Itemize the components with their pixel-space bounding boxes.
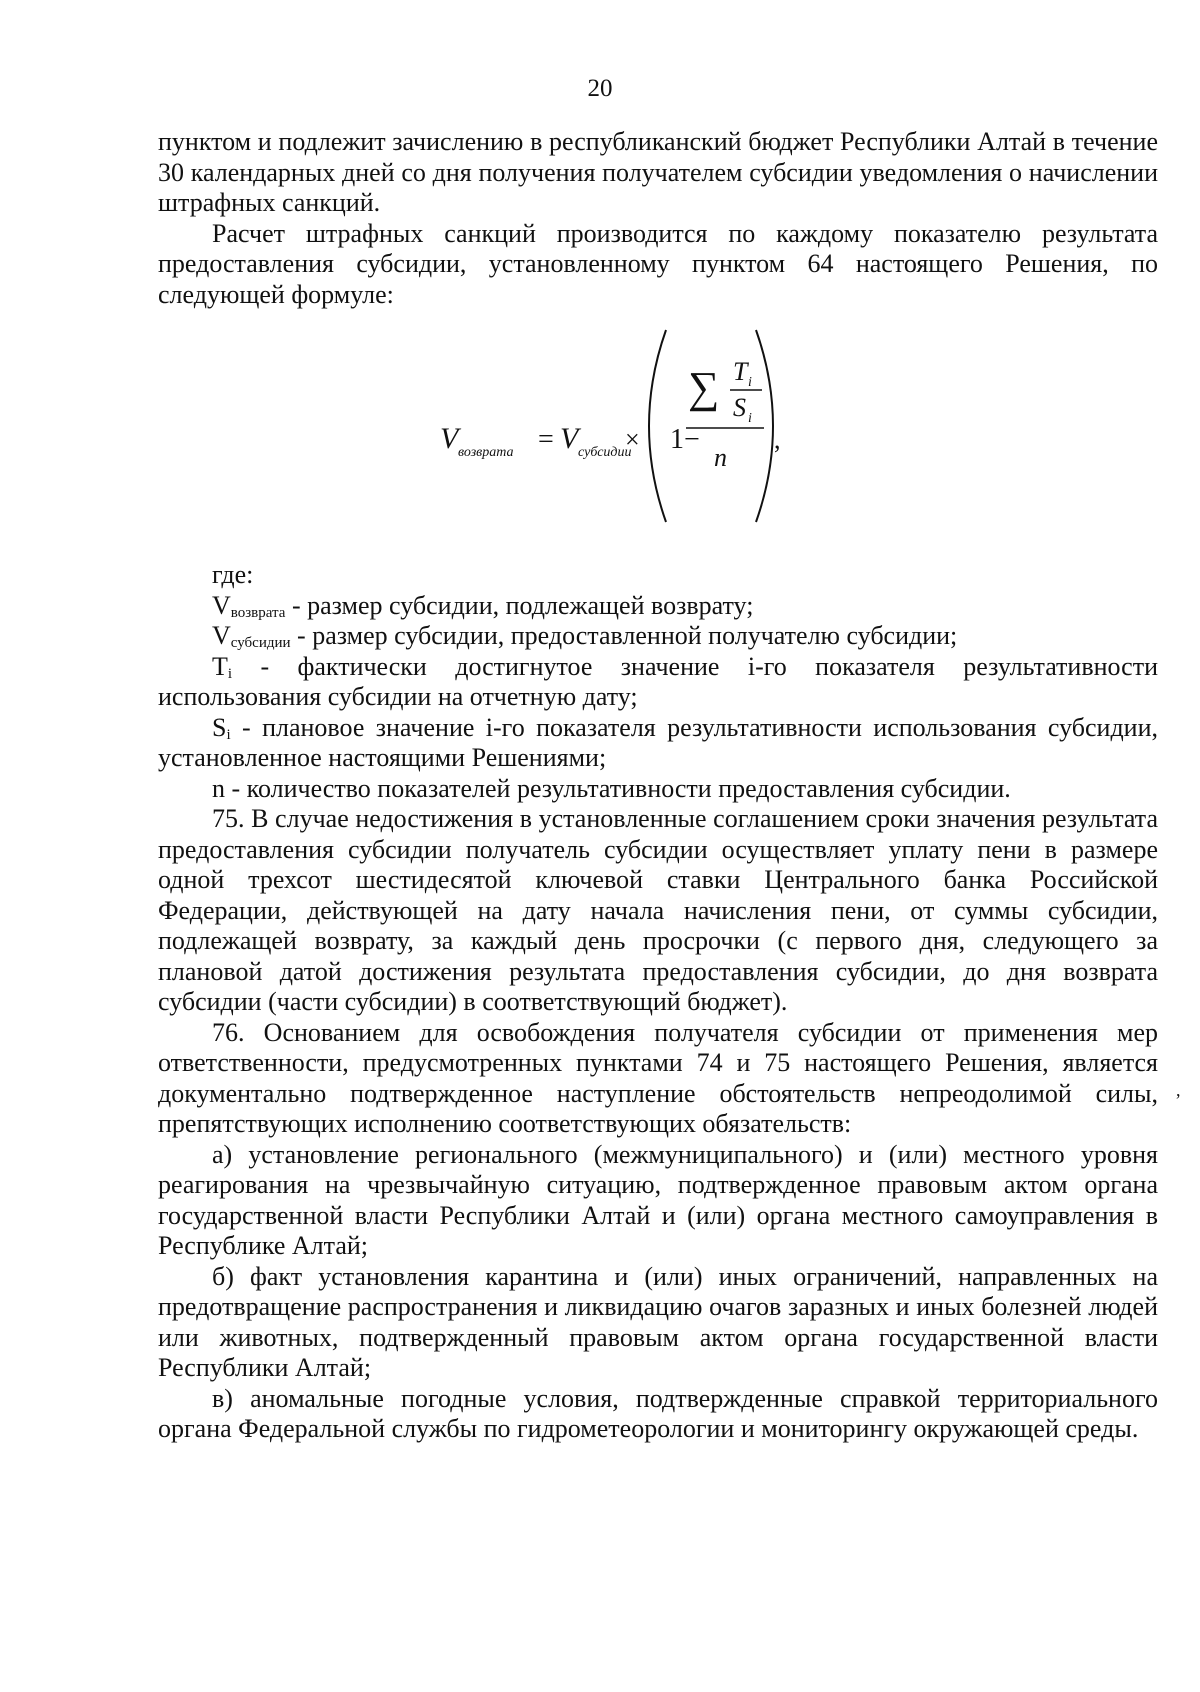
formula-right-paren xyxy=(756,330,773,522)
formula-denom-sub: i xyxy=(748,411,752,426)
formula-rhs-sub: субсидии xyxy=(578,445,632,460)
formula-numer: T xyxy=(733,357,748,386)
paragraph-76-v: в) аномальные погодные условия, подтвержденные справкой территориального органа Федеральной службы по гидрометеорологии и мониторингу окружающей среды. xyxy=(158,1383,1158,1443)
penalty-formula xyxy=(158,314,1158,540)
formula-numer-sub: i xyxy=(748,375,752,390)
formula-one-minus: 1− xyxy=(670,424,700,455)
formula-n: n xyxy=(714,443,727,472)
formula-equals: = xyxy=(538,424,554,455)
paragraph-76: 76. Основанием для освобождения получателя субсидии от применения мер ответственности, предусмотренных пунктами 74 и 75 настоящего Решения, является документально подтвержденное наступление обстоятельств непреодолимой силы, препятствующих исполнению соответствующих обязательств: xyxy=(158,1017,1158,1138)
formula-rhs: V xyxy=(560,422,579,455)
paragraph-formula-intro: Расчет штрафных санкций производится по каждому показателю результата предоставления субсидии, установленному пунктом 64 настоящего Решения, по следующей формуле: xyxy=(158,218,1158,309)
paragraph-76-a: а) установление регионального (межмуниципального) и (или) местного уровня реагирования на чрезвычайную ситуацию, подтвержденное правовым актом органа государственной власти Республики Алтай и (или) органа местного самоуправления в Республике Алтай; xyxy=(158,1139,1158,1260)
definition-item: $T_i$ - фактически достигнутое значение i-го показателя результативности использования субсидии на отчетную дату; xyxy=(158,651,1158,711)
definition-item: n - количество показателей результативности предоставления субсидии. xyxy=(212,773,1011,803)
page-number: 20 xyxy=(587,75,613,102)
where-label: где: xyxy=(212,560,254,589)
formula-lhs: V xyxy=(440,422,459,455)
paragraph-75: 75. В случае недостижения в установленные соглашением сроки значения результата предоставления субсидии получатель субсидии осуществляет уплату пени в размере одной трехсот шестидесятой ключевой ставки Центрального банка Российской Федерации, действующей на дату начала начисления пени, от суммы субсидии, подлежащей возврату, за каждый день просрочки (с первого дня, следующего за плановой датой достижения результата предоставления субсидии, до дня возврата субсидии (части субсидии) в соответствующий бюджет). xyxy=(158,804,1158,1016)
paragraph-continuation: пунктом и подлежит зачислению в республиканский бюджет Республики Алтай в течение 30 календарных дней со дня получения получателем субсидии уведомления о начислении штрафных санкций. xyxy=(158,127,1158,217)
formula-trailing-comma: , xyxy=(774,425,781,454)
scan-artifact-mark: , xyxy=(1176,1080,1181,1100)
formula-left-paren xyxy=(649,330,666,522)
definition-item: $V_{субсидии}$ - размер субсидии, предоставленной получателю субсидии; xyxy=(212,621,958,651)
definition-item: $V_{возврата}$ - размер субсидии, подлежащей возврату; xyxy=(212,590,754,621)
document-body xyxy=(158,127,1158,1445)
formula-lhs-sub: возврата xyxy=(458,445,514,460)
formula-sigma: ∑ xyxy=(688,363,720,412)
formula-denom: S xyxy=(733,393,746,422)
definition-item: $S_i$ - плановое значение i-го показателя результативности использования субсидии, установленное настоящими Решениями; xyxy=(158,712,1158,772)
formula-times: × xyxy=(625,425,640,454)
paragraph-76-b: б) факт установления карантина и (или) иных ограничений, направленных на предотвращение распространения и ликвидацию очагов заразных и иных болезней людей или животных, подтвержденный правовым актом органа государственной власти Республики Алтай; xyxy=(158,1261,1158,1382)
